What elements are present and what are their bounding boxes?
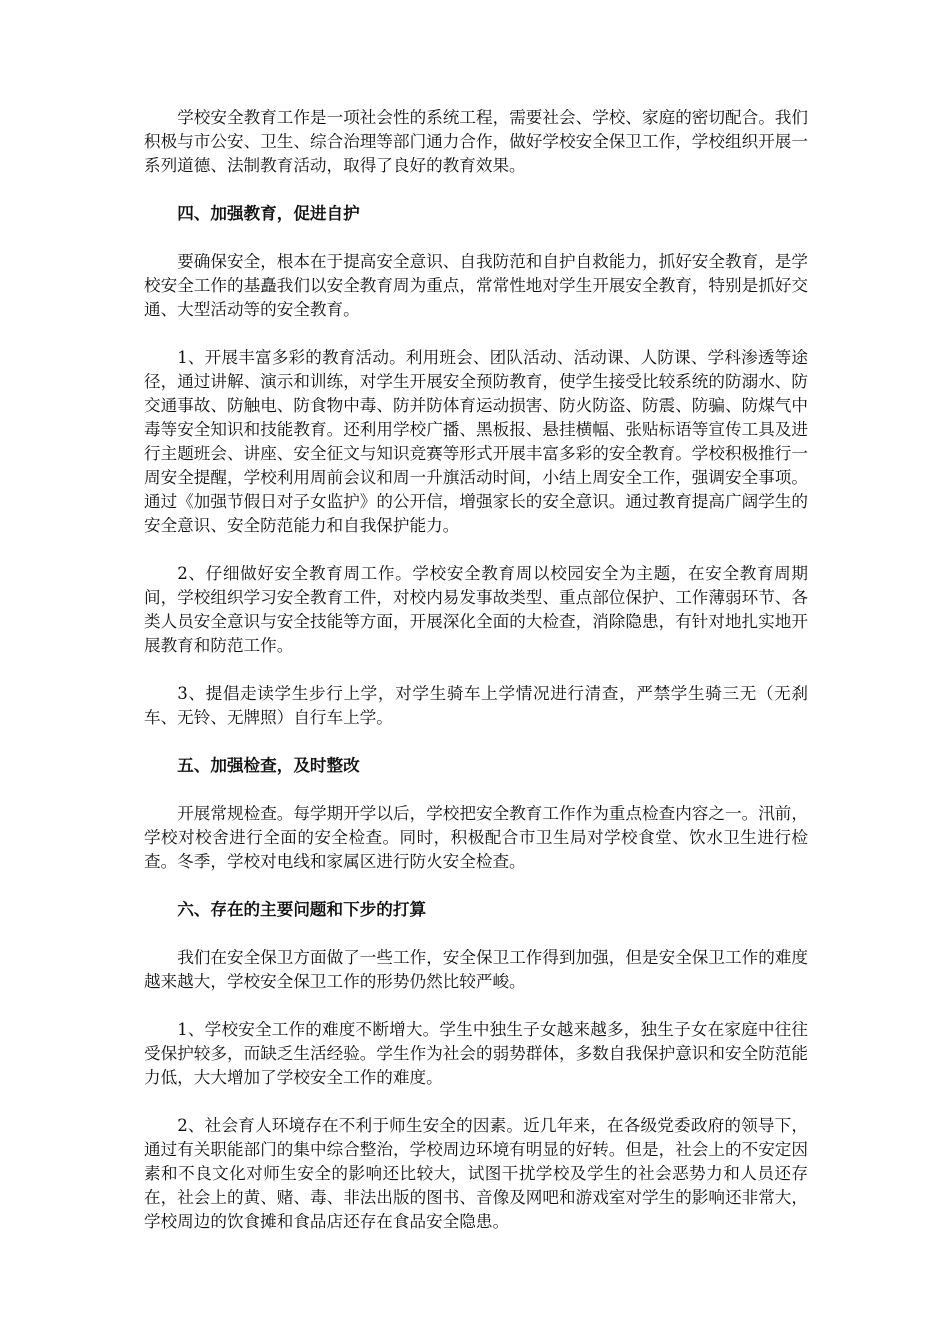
paragraph-problems-overview: 我们在安全保卫方面做了一些工作，安全保卫工作得到加强，但是安全保卫工作的难度越来越大，学校安全保卫工作的形势仍然比较严峻。: [144, 948, 808, 991]
section-heading-6: 六、存在的主要问题和下步的打算: [177, 900, 427, 919]
paragraph-problem-1: 1、学校安全工作的难度不断增大。学生中独生子女越来越多，独生子女在家庭中往往受保护较多，而缺乏生活经验。学生作为社会的弱势群体，多数自我保护意识和安全防范能力低，大大增加了学校安全工作的难度。: [144, 1020, 808, 1087]
paragraph-problem-2: 2、社会育人环境存在不利于师生安全的因素。近几年来，在各级党委政府的领导下，通过有关职能部门的集中综合整治，学校周边环境有明显的好转。但是，社会上的不安定因素和不良文化对师生安全的影响还比较大，试图干扰学校及学生的社会恶势力和人员还存在，社会上的黄、赌、毒、非法出版的图书、音像及网吧和游戏室对学生的影响还非常大，学校周边的饮食摊和食品店还存在食品安全隐患。: [144, 1116, 808, 1231]
paragraph-walking-to-school: 3、提倡走读学生步行上学，对学生骑车上学情况进行清查，严禁学生骑三无（无刹车、无铃、无牌照）自行车上学。: [144, 684, 808, 727]
paragraph-safety-week: 2、仔细做好安全教育周工作。学校安全教育周以校园安全为主题，在安全教育周期间，学校组织学习安全教育工件，对校内易发事故类型、重点部位保护、工作薄弱环节、各类人员安全意识与安全技能等方面，开展深化全面的大检查，消除隐患，有针对地扎实地开展教育和防范工作。: [144, 564, 808, 655]
section-heading-5: 五、加强检查，及时整改: [177, 756, 360, 775]
paragraph-routine-inspection: 开展常规检查。每学期开学以后，学校把安全教育工作作为重点检查内容之一。汛前，学校对校舍进行全面的安全检查。同时，积极配合市卫生局对学校食堂、饮水卫生进行检查。冬季，学校对电线和家属区进行防火安全检查。: [144, 804, 808, 871]
paragraph-education-activities: 1、开展丰富多彩的教育活动。利用班会、团队活动、活动课、人防课、学科渗透等途径，通过讲解、演示和训练，对学生开展安全预防教育，使学生接受比较系统的防溺水、防交通事故、防触电、防食物中毒、防并防体育运动损害、防火防盗、防震、防骗、防煤气中毒等安全知识和技能教育。还利用学校广播、黑板报、悬挂横幅、张贴标语等宣传工具及进行主题班会、讲座、安全征文与知识竞赛等形式开展丰富多彩的安全教育。学校积极推行一周安全提醒，学校利用周前会议和周一升旗活动时间，小结上周安全工作，强调安全事项。通过《加强节假日对子女监护》的公开信，增强家长的安全意识。通过教育提高广阔学生的安全意识、安全防范能力和自我保护能力。: [144, 348, 808, 535]
paragraph-intro: 学校安全教育工作是一项社会性的系统工程，需要社会、学校、家庭的密切配合。我们积极与市公安、卫生、综合治理等部门通力合作，做好学校安全保卫工作，学校组织开展一系列道德、法制教育活动，取得了良好的教育效果。: [144, 108, 808, 175]
section-heading-4: 四、加强教育，促进自护: [177, 204, 360, 223]
document-page: [144, 106, 808, 1258]
paragraph-education-overview: 要确保安全，根本在于提高安全意识、自我防范和自护自救能力，抓好安全教育，是学校安全工作的基矗我们以安全教育周为重点，常常性地对学生开展安全教育，特别是抓好交通、大型活动等的安全教育。: [144, 252, 808, 319]
